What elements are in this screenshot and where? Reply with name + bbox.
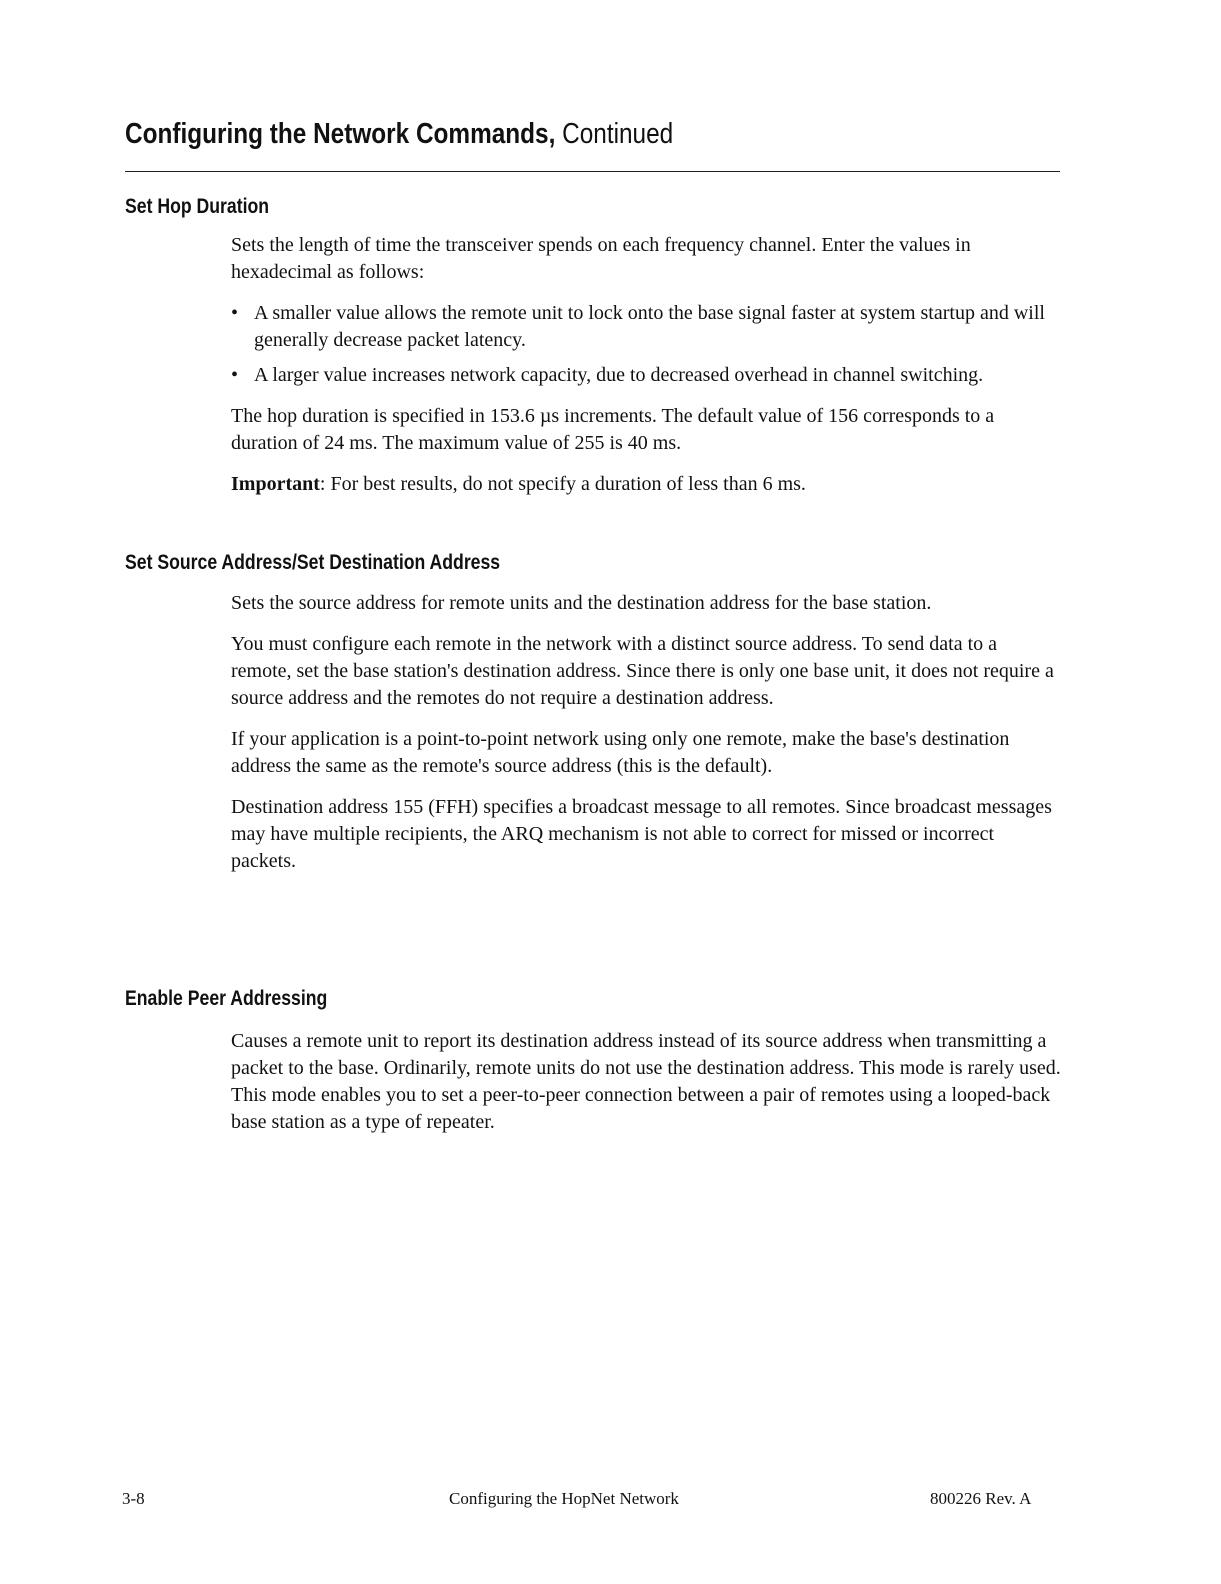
page-title	[125, 114, 673, 154]
important-label: Important	[231, 473, 320, 495]
section-body-enable-peer-addressing	[231, 1028, 1061, 1150]
section-intro: Sets the length of time the transceiver spends on each frequency channel. Enter the values in hexadecimal as follows:	[231, 234, 971, 283]
important-note	[231, 471, 1061, 498]
bullet-text: A smaller value allows the remote unit to lock onto the base signal faster at system startup and will generally decrease packet latency.	[254, 302, 1045, 351]
paragraph: Sets the source address for remote units and the destination address for the base station.	[231, 592, 932, 614]
page-title-main: Configuring the Network Commands,	[125, 118, 556, 150]
paragraph: Causes a remote unit to report its destination address instead of its source address when transmitting a packet to the base. Ordinarily, remote units do not use the destination address. This mode is rarely used. This mode enables you to set a peer-to-peer connection between a pair of remotes using a looped-back base station as a type of repeater.	[231, 1030, 1061, 1133]
title-divider	[125, 171, 1060, 172]
paragraph: You must configure each remote in the network with a distinct source address. To send data to a remote, set the base station's destination address. Since there is only one base unit, it does not require a source address and the remotes do not require a destination address.	[231, 633, 1054, 709]
bullet-item	[231, 362, 1061, 389]
section-heading-set-hop-duration: Set Hop Duration	[125, 195, 270, 218]
bullet-text: A larger value increases network capacity, due to decreased overhead in channel switching.	[254, 364, 984, 386]
bullet-icon: •	[231, 302, 239, 324]
footer-doc-revision: 800226 Rev. A	[930, 1489, 1032, 1508]
section-body-set-hop-duration	[231, 232, 1061, 512]
paragraph: If your application is a point-to-point network using only one remote, make the base's destination address the same as the remote's source address (this is the default).	[231, 728, 1010, 777]
page-title-suffix: Continued	[562, 118, 674, 150]
footer-chapter-title: Configuring the HopNet Network	[449, 1489, 679, 1508]
footer-page-number: 3-8	[122, 1489, 145, 1508]
hop-duration-paragraph: The hop duration is specified in 153.6 µs increments. The default value of 156 corresponds to a duration of 24 ms. The maximum value of 255 is 40 ms.	[231, 405, 995, 454]
section-body-source-destination-address	[231, 590, 1061, 889]
paragraph: Destination address 155 (FFH) specifies a broadcast message to all remotes. Since broadcast messages may have multiple recipients, the ARQ mechanism is not able to correct for missed or incorrect packets.	[231, 796, 1052, 872]
bullet-item	[231, 300, 1061, 354]
important-text: : For best results, do not specify a duration of less than 6 ms.	[319, 473, 806, 495]
section-heading-enable-peer-addressing: Enable Peer Addressing	[125, 987, 328, 1010]
section-heading-source-destination-address: Set Source Address/Set Destination Address	[125, 551, 501, 574]
bullet-icon: •	[231, 364, 239, 386]
bullet-list	[231, 300, 1061, 389]
